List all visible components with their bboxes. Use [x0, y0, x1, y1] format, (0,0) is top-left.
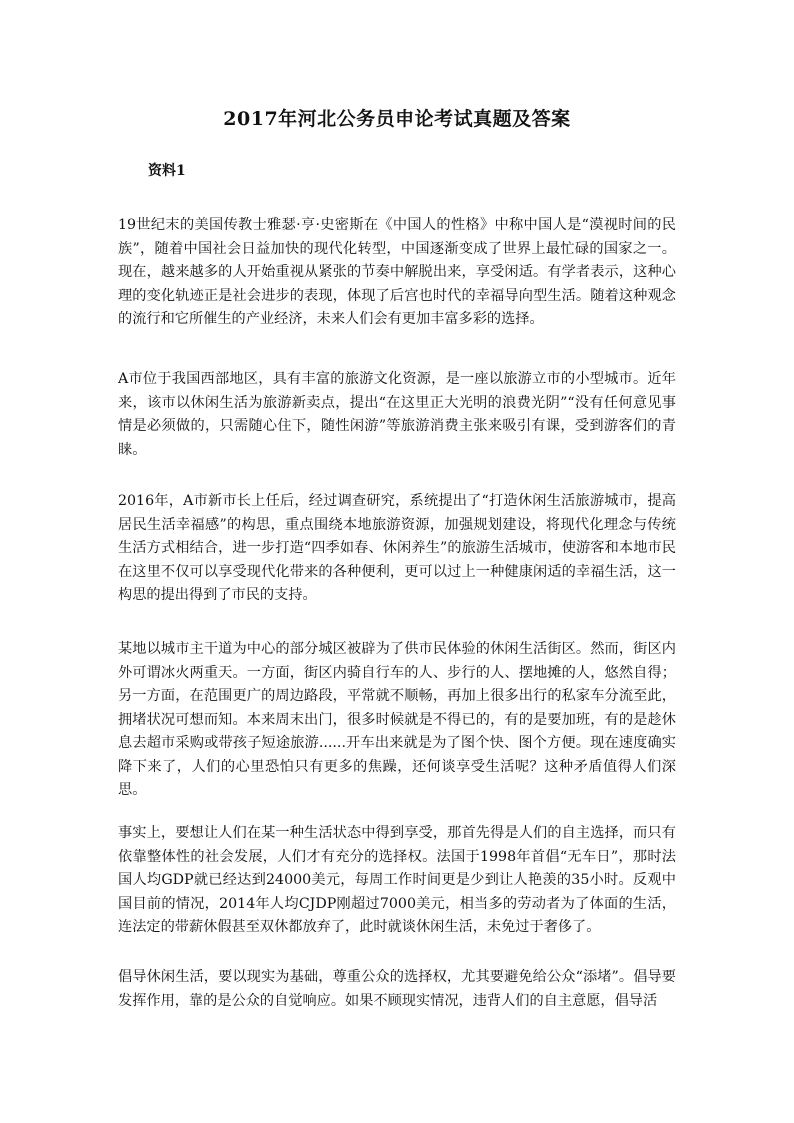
paragraph-5: 事实上，要想让人们在某一种生活状态中得到享受，那首先得是人们的自主选择，而只有依靠整体性的社会发展，人们才有充分的选择权。法国于1998年首倡“无车日”，那时法国人均GDP就已经达到24000美元，每周工作时间更是少到让人艳羡的35小时。反观中国目前的情况，2014年人均CJDP刚超过7000美元，相当多的劳动者为了体面的生活，连法定的带薪休假甚至双休都放弃了，此时就谈休闲生活，未免过于奢侈了。 [118, 825, 676, 935]
section-label: 资料1 [148, 163, 186, 179]
paragraph-3: 2016年，A市新市长上任后，经过调查研究，系统提出了“打造休闲生活旅游城市，提高居民生活幸福感”的构思，重点围绕本地旅游资源，加强规划建设，将现代化理念与传统生活方式相结合，进一步打造“四季如春、休闲养生”的旅游生活城市，使游客和本地市民在这里不仅可以享受现代化带来的各种便利，更可以过上一种健康闲适的幸福生活，这一构思的提出得到了市民的支持。 [118, 493, 676, 603]
paragraph-2: A市位于我国西部地区，具有丰富的旅游文化资源，是一座以旅游立市的小型城市。近年来，该市以休闲生活为旅游新卖点，提出“在这里正大光明的浪费光阴”“没有任何意见事情是必须做的，只需随心住下，随性闲游”等旅游消费主张来吸引有课，受到游客们的青睐。 [118, 371, 676, 458]
page-title: 2017年河北公务员申论考试真题及答案 [223, 108, 571, 130]
paragraph-1: 19世纪末的美国传教士雅瑟·亨·史密斯在《中国人的性格》中称中国人是“漠视时间的民族”，随着中国社会日益加快的现代化转型，中国逐渐变成了世界上最忙碌的国家之一。现在，越来越多的人开始重视从紧张的节奏中解脱出来，享受闲适。有学者表示，这种心理的变化轨迹正是社会进步的表现，体现了后宫也时代的幸福导向型生活。随着这种观念的流行和它所催生的产业经济，未来人们会有更加丰富多彩的选择。 [118, 217, 676, 327]
paragraph-4: 某地以城市主干道为中心的部分城区被辟为了供市民体验的休闲生活街区。然而，街区内外可谓冰火两重天。一方面，街区内骑自行车的人、步行的人、摆地摊的人，悠然自得；另一方面，在范围更广的周边路段，平常就不顺畅，再加上很多出行的私家车分流至此，拥堵状况可想而知。本来周末出门，很多时候就是不得已的，有的是要加班，有的是趁休息去超市采购或带孩子短途旅游......开车出来就是为了图个快、图个方便。现在速度确实降下来了，人们的心里恐怕只有更多的焦躁，还何谈享受生活呢？这种矛盾值得人们深思。 [118, 641, 676, 798]
paragraph-6: 倡导休闲生活，要以现实为基础，尊重公众的选择权，尤其要避免给公众“添堵”。倡导要发挥作用，靠的是公众的自觉响应。如果不顾现实情况，违背人们的自主意愿，倡导活 [118, 969, 676, 1009]
